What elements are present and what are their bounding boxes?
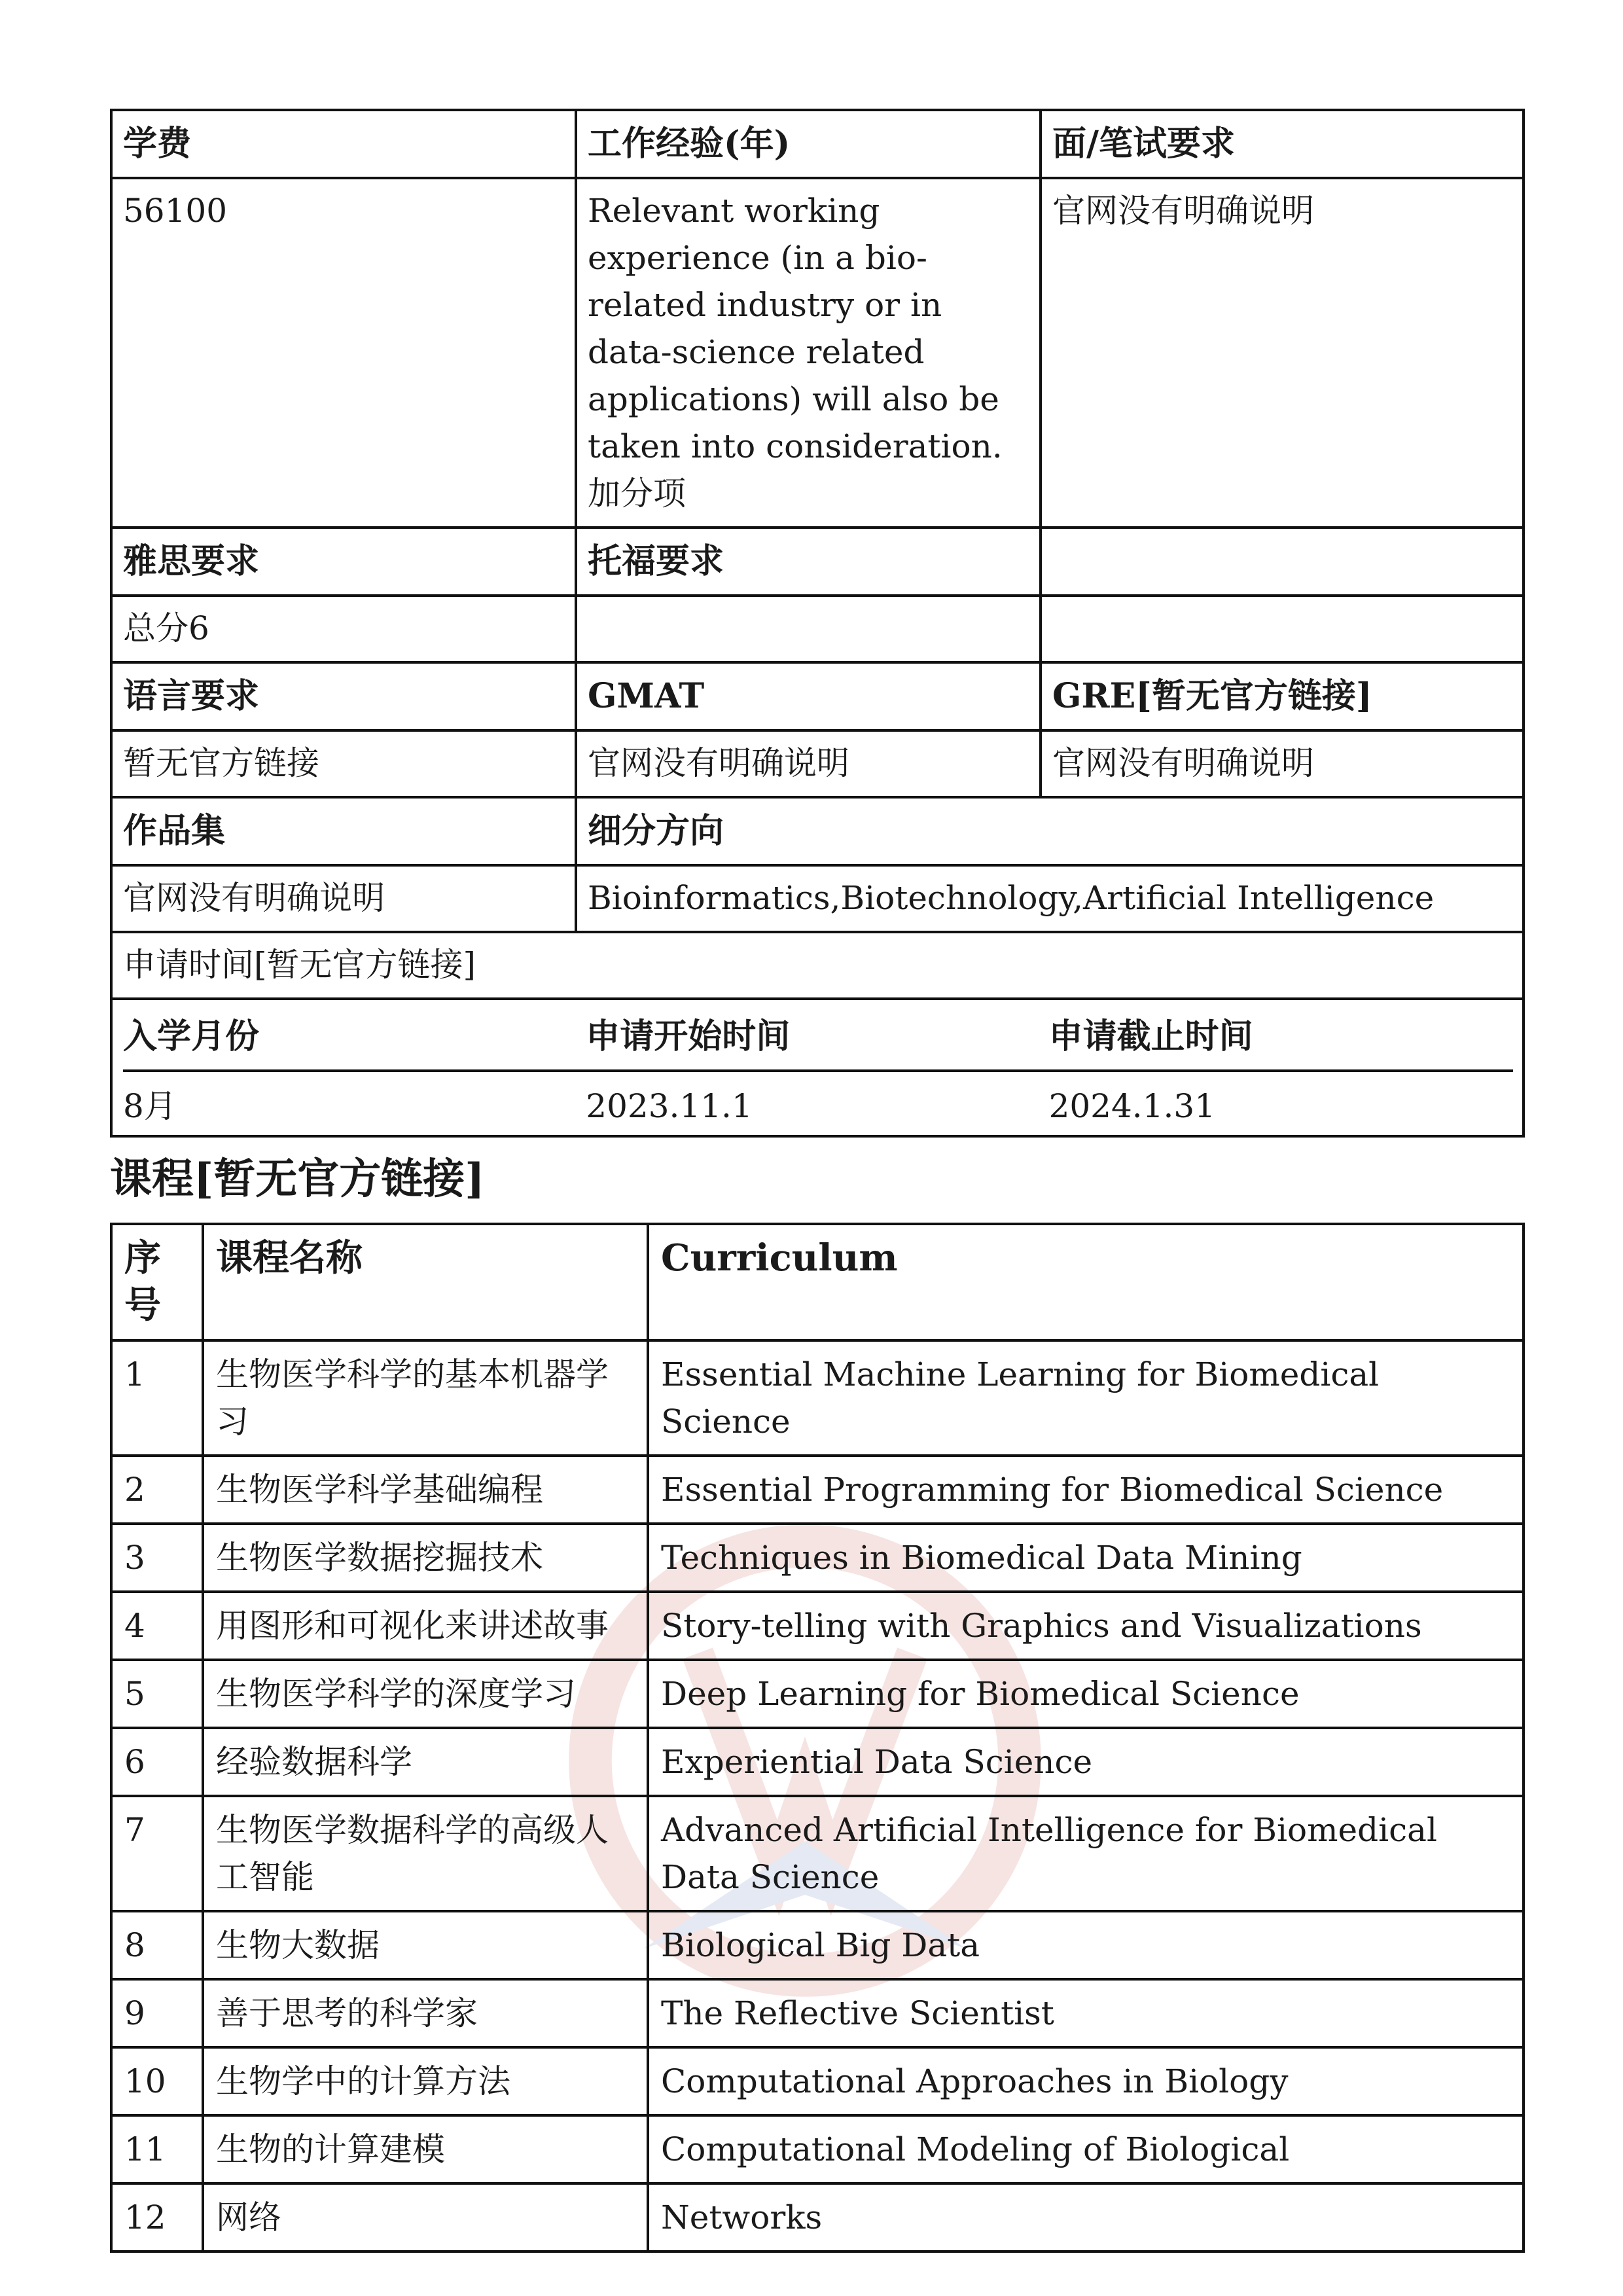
- empty-cell: [1041, 596, 1524, 662]
- toefl-value: [576, 596, 1041, 662]
- portfolio-value: 官网没有明确说明: [111, 865, 576, 932]
- intake-section: [111, 999, 1524, 1136]
- ielts-value: 总分6: [111, 596, 576, 662]
- intake-table: [123, 1000, 1513, 1135]
- app-start-label: 申请开始时间: [586, 1000, 1048, 1071]
- course-curriculum: Deep Learning for Biomedical Science: [648, 1660, 1524, 1728]
- course-curriculum: Story-telling with Graphics and Visualizations: [648, 1592, 1524, 1660]
- program-info: [110, 109, 1522, 1138]
- table-row: [111, 1524, 1524, 1592]
- app-deadline-value: 2024.1.31: [1048, 1087, 1216, 1125]
- course-name: 生物医学数据挖掘技术: [203, 1524, 648, 1592]
- course-name: 生物医学科学基础编程: [203, 1456, 648, 1524]
- course-name: 生物医学科学的深度学习: [203, 1660, 648, 1728]
- course-name: 生物医学数据科学的高级人工智能: [203, 1796, 648, 1911]
- course-number: 4: [111, 1592, 203, 1660]
- course-number: 5: [111, 1660, 203, 1728]
- course-number: 2: [111, 1456, 203, 1524]
- course-curriculum: Techniques in Biomedical Data Mining: [648, 1524, 1524, 1592]
- table-row: [111, 1592, 1524, 1660]
- intake-month-value: 8月: [123, 1087, 177, 1125]
- course-name: 善于思考的科学家: [203, 1979, 648, 2047]
- app-start-value: 2023.11.1: [586, 1087, 753, 1125]
- table-row: [111, 1796, 1524, 1911]
- course-curriculum: Advanced Artificial Intelligence for Biomedical Data Science: [648, 1796, 1524, 1911]
- course-name: 生物的计算建模: [203, 2115, 648, 2183]
- course-curriculum: Computational Approaches in Biology: [648, 2047, 1524, 2115]
- interview-value: 官网没有明确说明: [1041, 178, 1524, 528]
- app-deadline-label: 申请截止时间: [1049, 1000, 1513, 1071]
- course-curriculum: The Reflective Scientist: [648, 1979, 1524, 2047]
- course-curriculum: Networks: [648, 2183, 1524, 2251]
- header-no: 序号: [111, 1224, 203, 1340]
- gre-label: GRE[暂无官方链接]: [1041, 662, 1524, 730]
- course-name: 生物学中的计算方法: [203, 2047, 648, 2115]
- language-value: 暂无官方链接: [111, 730, 576, 797]
- courses-section: [110, 1223, 1522, 2253]
- course-curriculum: Essential Programming for Biomedical Science: [648, 1456, 1524, 1524]
- table-row: [111, 2115, 1524, 2183]
- table-row: [111, 1340, 1524, 1456]
- table-row: [111, 1456, 1524, 1524]
- table-row: [111, 1979, 1524, 2047]
- course-number: 9: [111, 1979, 203, 2047]
- language-label: 语言要求: [111, 662, 576, 730]
- interview-label: 面/笔试要求: [1041, 110, 1524, 178]
- course-curriculum: Computational Modeling of Biological: [648, 2115, 1524, 2183]
- work-experience-value: Relevant working experience (in a bio-related industry or in data-science related applications) will also be taken into consideration.加分项: [576, 178, 1041, 528]
- course-curriculum: Essential Machine Learning for Biomedical Science: [648, 1340, 1524, 1456]
- intake-month-label: 入学月份: [123, 1000, 586, 1071]
- course-curriculum: Biological Big Data: [648, 1911, 1524, 1979]
- empty-cell: [1041, 528, 1524, 596]
- course-name: 用图形和可视化来讲述故事: [203, 1592, 648, 1660]
- table-row: [111, 2047, 1524, 2115]
- course-curriculum: Experiential Data Science: [648, 1728, 1524, 1796]
- table-row: [111, 1660, 1524, 1728]
- table-row: [111, 1728, 1524, 1796]
- course-number: 7: [111, 1796, 203, 1911]
- course-number: 1: [111, 1340, 203, 1456]
- direction-value: Bioinformatics,Biotechnology,Artificial Intelligence: [576, 865, 1524, 932]
- course-number: 8: [111, 1911, 203, 1979]
- portfolio-label: 作品集: [111, 797, 576, 865]
- course-number: 6: [111, 1728, 203, 1796]
- info-table: [110, 109, 1525, 1138]
- header-curriculum: Curriculum: [648, 1224, 1524, 1340]
- header-name: 课程名称: [203, 1224, 648, 1340]
- table-row: [111, 2183, 1524, 2251]
- gmat-label: GMAT: [576, 662, 1041, 730]
- gmat-value: 官网没有明确说明: [576, 730, 1041, 797]
- course-number: 12: [111, 2183, 203, 2251]
- course-number: 10: [111, 2047, 203, 2115]
- direction-label: 细分方向: [576, 797, 1524, 865]
- application-time-label: 申请时间[暂无官方链接]: [111, 932, 1524, 999]
- courses-title: 课程[暂无官方链接]: [110, 1155, 485, 1204]
- gre-value: 官网没有明确说明: [1041, 730, 1524, 797]
- course-number: 11: [111, 2115, 203, 2183]
- toefl-label: 托福要求: [576, 528, 1041, 596]
- course-name: 生物大数据: [203, 1911, 648, 1979]
- course-name: 网络: [203, 2183, 648, 2251]
- course-name: 生物医学科学的基本机器学习: [203, 1340, 648, 1456]
- ielts-label: 雅思要求: [111, 528, 576, 596]
- table-row: [111, 1911, 1524, 1979]
- course-name: 经验数据科学: [203, 1728, 648, 1796]
- tuition-label: 学费: [111, 110, 576, 178]
- course-number: 3: [111, 1524, 203, 1592]
- courses-table: [110, 1223, 1525, 2253]
- work-experience-label: 工作经验(年): [576, 110, 1041, 178]
- tuition-value: 56100: [111, 178, 576, 528]
